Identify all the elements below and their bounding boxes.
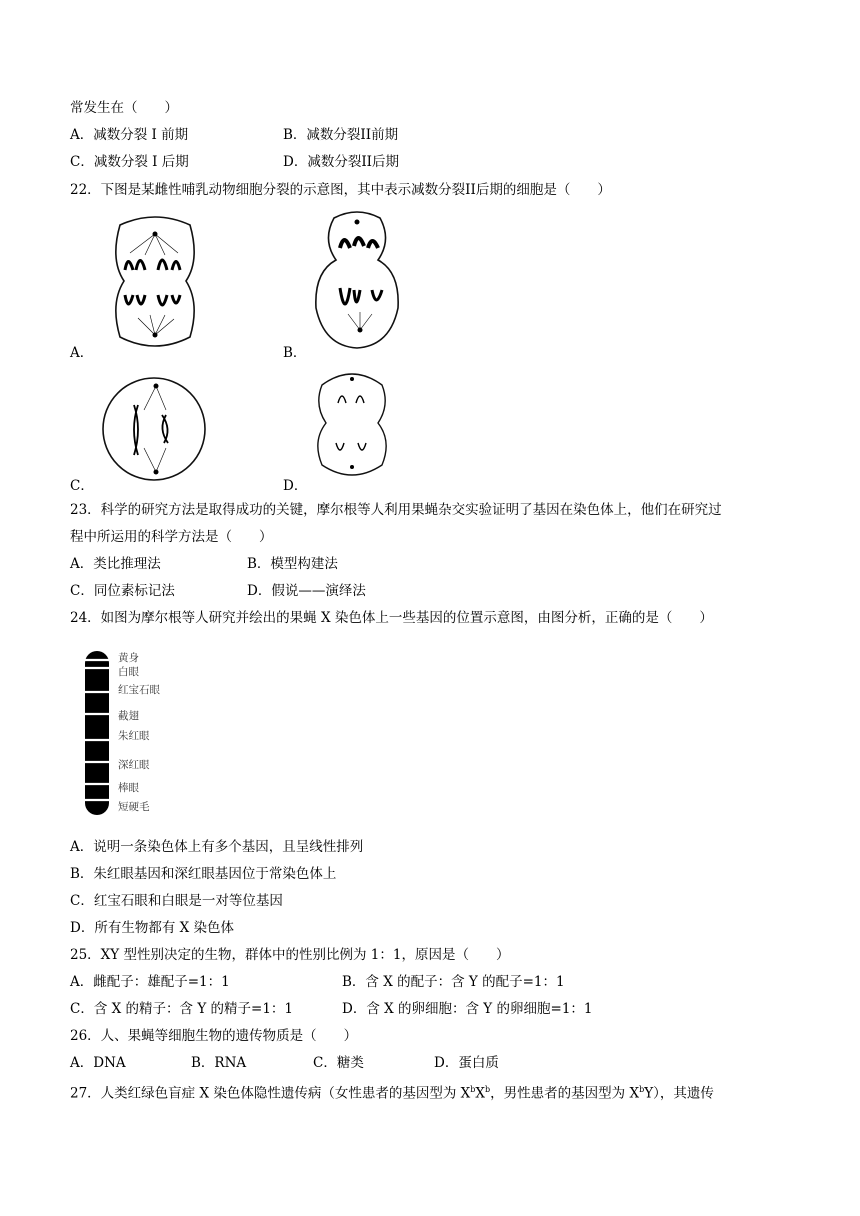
- q26-stem: 26．人、果蝇等细胞生物的遗传物质是（ ）: [70, 1028, 358, 1044]
- q25-option-a[interactable]: A．雌配子：雄配子=1：1: [70, 974, 230, 990]
- cell-diagram-b: [312, 210, 402, 350]
- q21-option-c[interactable]: C．减数分裂 I 后期: [70, 154, 189, 170]
- q23-option-a[interactable]: A．类比推理法: [70, 556, 161, 572]
- q27-superscript-2: b: [485, 1085, 491, 1094]
- q27-text-1: 27．人类红绿色盲症 X 染色体隐性遗传病（女性患者的基因型为 X: [70, 1085, 471, 1102]
- gene-label-carmine-eye: 深红眼: [118, 759, 150, 771]
- q27-superscript-3: b: [639, 1085, 645, 1094]
- q25-option-d[interactable]: D．含 X 的卵细胞：含 Y 的卵细胞=1：1: [342, 1001, 593, 1017]
- gene-label-short-bristle: 短硬毛: [118, 801, 150, 813]
- gene-label-ruby-eye: 红宝石眼: [118, 684, 160, 696]
- q23-stem-line2: 程中所运用的科学方法是（ ）: [70, 529, 273, 545]
- q21-option-b[interactable]: B．减数分裂II前期: [283, 127, 399, 143]
- cell-diagram-a: [100, 215, 210, 350]
- q24-option-b[interactable]: B．朱红眼基因和深红眼基因位于常染色体上: [70, 866, 337, 882]
- q26-option-c[interactable]: C．糖类: [313, 1055, 364, 1071]
- q25-stem: 25．XY 型性别决定的生物，群体中的性别比例为 1：1，原因是（ ）: [70, 947, 510, 963]
- q27-superscript-1: b: [470, 1085, 476, 1094]
- q23-option-b[interactable]: B．模型构建法: [247, 556, 338, 572]
- q25-option-b[interactable]: B．含 X 的配子：含 Y 的配子=1：1: [342, 974, 565, 990]
- q26-option-d[interactable]: D．蛋白质: [434, 1055, 499, 1071]
- q27-text-3: ，男性患者的基因型为 X: [490, 1085, 640, 1102]
- q24-option-a[interactable]: A．说明一条染色体上有多个基因，且呈线性排列: [70, 839, 364, 855]
- q22-label-d[interactable]: D．: [283, 478, 308, 494]
- q26-option-a[interactable]: A．DNA: [70, 1055, 126, 1071]
- q22-label-c[interactable]: C．: [70, 478, 94, 494]
- q23-option-d[interactable]: D．假说——演绎法: [247, 583, 366, 599]
- x-chromosome-diagram: [84, 650, 110, 816]
- cell-diagram-d: [312, 367, 392, 482]
- q22-stem: 22．下图是某雌性哺乳动物细胞分裂的示意图，其中表示减数分裂II后期的细胞是（ ）: [70, 182, 611, 198]
- cell-diagram-c: [100, 375, 208, 483]
- gene-label-vermilion-eye: 朱红眼: [118, 730, 150, 742]
- q23-stem-line1: 23．科学的研究方法是取得成功的关键，摩尔根等人利用果蝇杂交实验证明了基因在染色体上，他们在研究过: [70, 502, 722, 518]
- q24-stem: 24．如图为摩尔根等人研究并绘出的果蝇 X 染色体上一些基因的位置示意图，由图分析，正确的是（ ）: [70, 610, 713, 626]
- q24-option-c[interactable]: C．红宝石眼和白眼是一对等位基因: [70, 893, 283, 909]
- q27-text-2: X: [475, 1085, 486, 1102]
- q27-text-4: Y），其遗传: [644, 1085, 714, 1102]
- q25-option-c[interactable]: C．含 X 的精子：含 Y 的精子=1：1: [70, 1001, 294, 1017]
- q21-option-d[interactable]: D．减数分裂II后期: [283, 154, 399, 170]
- gene-label-cut-wing: 截翅: [118, 710, 139, 722]
- question-stem-continuation: 常发生在（ ）: [70, 100, 178, 116]
- q24-option-d[interactable]: D．所有生物都有 X 染色体: [70, 920, 235, 936]
- gene-label-yellow-body: 黄身: [118, 652, 139, 664]
- q26-option-b[interactable]: B．RNA: [191, 1055, 247, 1071]
- gene-label-bar-eye: 棒眼: [118, 782, 139, 794]
- q27-stem: [70, 1081, 714, 1103]
- q22-label-b[interactable]: B．: [283, 345, 307, 361]
- q23-option-c[interactable]: C．同位素标记法: [70, 583, 175, 599]
- gene-label-white-eye: 白眼: [118, 666, 139, 678]
- q21-option-a[interactable]: A．减数分裂 I 前期: [70, 127, 189, 143]
- q22-label-a[interactable]: A．: [70, 345, 94, 361]
